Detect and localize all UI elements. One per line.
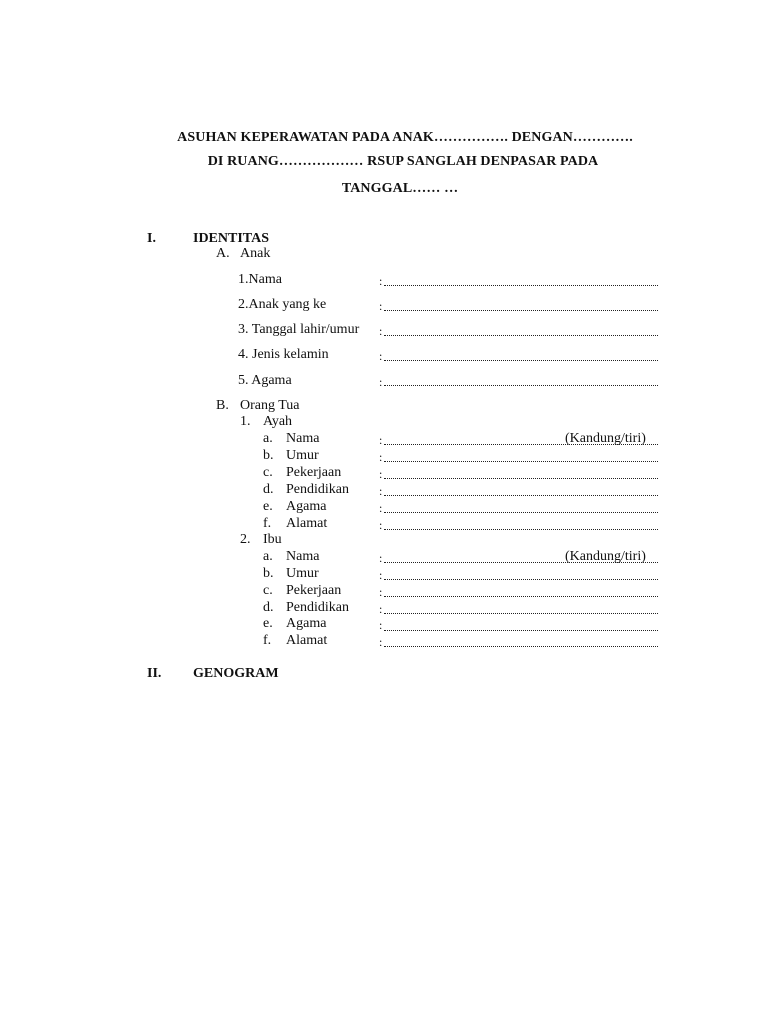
ayah-agama-field[interactable] bbox=[384, 512, 658, 513]
colon: : bbox=[379, 375, 383, 389]
ayah-field-marker: c. bbox=[263, 465, 273, 480]
ibu-field-marker: a. bbox=[263, 549, 273, 564]
ibu-field-marker: c. bbox=[263, 583, 273, 598]
ibu-alamat-field[interactable] bbox=[384, 646, 658, 647]
ayah-marker: 1. bbox=[240, 414, 251, 429]
colon: : bbox=[379, 618, 383, 632]
anak-field-label: 2.Anak yang ke bbox=[238, 297, 327, 312]
ibu-field-marker: d. bbox=[263, 600, 274, 615]
ayah-field-label: Nama bbox=[286, 431, 320, 446]
section-2-title: GENOGRAM bbox=[193, 666, 279, 681]
anak-nama-field[interactable] bbox=[384, 285, 658, 286]
subsection-b-marker: B. bbox=[216, 398, 229, 413]
section-1-numeral: I. bbox=[147, 231, 156, 246]
colon: : bbox=[379, 299, 383, 313]
colon: : bbox=[379, 518, 383, 532]
ibu-pendidikan-field[interactable] bbox=[384, 613, 658, 614]
ayah-pendidikan-field[interactable] bbox=[384, 495, 658, 496]
anak-field-label: 4. Jenis kelamin bbox=[238, 347, 329, 362]
colon: : bbox=[379, 467, 383, 481]
ayah-label: Ayah bbox=[263, 414, 293, 429]
colon: : bbox=[379, 585, 383, 599]
ayah-field-label: Pendidikan bbox=[286, 482, 349, 497]
anak-field-label: 5. Agama bbox=[238, 373, 292, 388]
ayah-field-label: Umur bbox=[286, 448, 319, 463]
header-line-3: TANGGAL…… … bbox=[341, 181, 459, 196]
anak-field-label: 3. Tanggal lahir/umur bbox=[238, 322, 360, 337]
colon: : bbox=[379, 450, 383, 464]
ibu-pekerjaan-field[interactable] bbox=[384, 596, 658, 597]
colon: : bbox=[379, 551, 383, 565]
ayah-field-marker: d. bbox=[263, 482, 274, 497]
ayah-field-marker: e. bbox=[263, 499, 273, 514]
ibu-field-marker: e. bbox=[263, 616, 273, 631]
ibu-field-marker: f. bbox=[263, 633, 272, 648]
subsection-b-label: Orang Tua bbox=[240, 398, 300, 413]
ayah-alamat-field[interactable] bbox=[384, 529, 658, 530]
ibu-field-marker: b. bbox=[263, 566, 274, 581]
ayah-umur-field[interactable] bbox=[384, 461, 658, 462]
ayah-field-label: Pekerjaan bbox=[286, 465, 342, 480]
ibu-umur-field[interactable] bbox=[384, 579, 658, 580]
colon: : bbox=[379, 324, 383, 338]
ayah-field-label: Agama bbox=[286, 499, 327, 514]
ibu-field-label: Agama bbox=[286, 616, 327, 631]
ibu-field-label: Pendidikan bbox=[286, 600, 349, 615]
section-2-numeral: II. bbox=[147, 666, 162, 681]
anak-ke-field[interactable] bbox=[384, 310, 658, 311]
anak-jenis-kelamin-field[interactable] bbox=[384, 360, 658, 361]
ibu-field-label: Umur bbox=[286, 566, 319, 581]
ibu-marker: 2. bbox=[240, 532, 251, 547]
ayah-pekerjaan-field[interactable] bbox=[384, 478, 658, 479]
section-1-title: IDENTITAS bbox=[193, 231, 269, 246]
subsection-a-label: Anak bbox=[240, 246, 271, 261]
ayah-field-marker: f. bbox=[263, 516, 272, 531]
colon: : bbox=[379, 602, 383, 616]
header-line-2: DI RUANG……………… RSUP SANGLAH DENPASAR PADA bbox=[207, 154, 599, 169]
ibu-field-label: Alamat bbox=[286, 633, 328, 648]
colon: : bbox=[379, 484, 383, 498]
colon: : bbox=[379, 349, 383, 363]
header-line-1: ASUHAN KEPERAWATAN PADA ANAK……………. DENGAN…………. bbox=[177, 130, 633, 145]
colon: : bbox=[379, 274, 383, 288]
ibu-field-label: Pekerjaan bbox=[286, 583, 342, 598]
ayah-kandung-tiri: (Kandung/tiri) bbox=[565, 431, 646, 446]
subsection-a-marker: A. bbox=[216, 246, 230, 261]
anak-field-label: 1.Nama bbox=[238, 272, 282, 287]
ibu-agama-field[interactable] bbox=[384, 630, 658, 631]
ayah-field-label: Alamat bbox=[286, 516, 328, 531]
ibu-label: Ibu bbox=[263, 532, 282, 547]
ayah-field-marker: b. bbox=[263, 448, 274, 463]
colon: : bbox=[379, 568, 383, 582]
colon: : bbox=[379, 501, 383, 515]
ibu-field-label: Nama bbox=[286, 549, 320, 564]
anak-agama-field[interactable] bbox=[384, 385, 658, 386]
colon: : bbox=[379, 433, 383, 447]
ibu-kandung-tiri: (Kandung/tiri) bbox=[565, 549, 646, 564]
colon: : bbox=[379, 635, 383, 649]
ayah-field-marker: a. bbox=[263, 431, 273, 446]
anak-tanggal-lahir-field[interactable] bbox=[384, 335, 658, 336]
